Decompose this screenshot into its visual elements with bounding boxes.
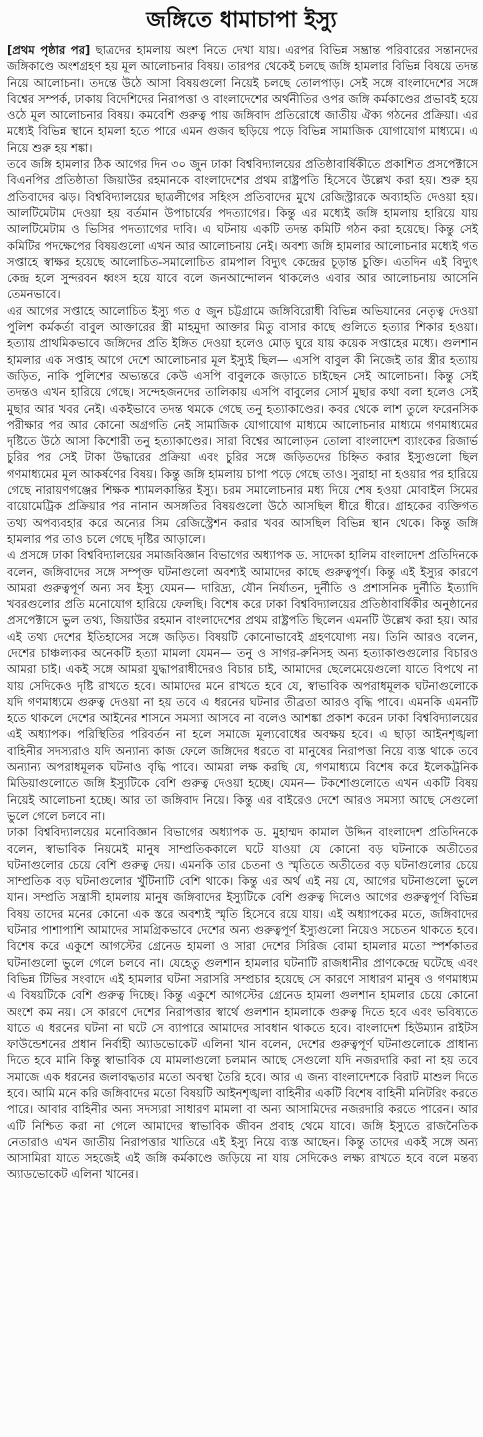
article-headline: জঙ্গিতে ধামাচাপা ইস্যু: [146, 8, 337, 33]
article-paragraph: এর আগের সপ্তাহে আলোচিত ইস্যু গত ৫ জুন চট্টগ্রামে জঙ্গিবিরোধী বিভিন্ন অভিযানের নেতৃত্ব দেওয়া পুলিশ কর্মকর্তা বাবুল আক্তারের স্ত্রী মাহমুদা আক্তার মিতু বাসার কাছে গুলিতে হত্যার শিকার হওয়া। হত্যায় প্রাথমিকভাবে জঙ্গিদের প্রতি ইঙ্গিত দেওয়া হলেও মোড় ঘুরে যায় কয়েক সপ্তাহের মধ্যে। গুলশান হামলার এক সপ্তাহ আগে দেশে আলোচনার মূল ইস্যুই ছিল— এসপি বাবুল কী নিজেই তার স্ত্রীর হত্যায় জড়িত, নাকি পুলিশের অভ্যন্তরে কেউ এসপি বাবুলকে জড়াতে চাইছেন সেই আলোচনা। কিন্তু সেই তদন্তও এখন হারিয়ে গেছে। সন্দেহজনদের তালিকায় এসপি বাবুলের সোর্স মুছার কথা বলা হলেও সেই মুছার আর খবর নেই। একইভাবে তদন্ত থমকে গেছে তনু হত্যাকাণ্ডের। কবর থেকে লাশ তুলে ফরেনসিক পরীক্ষার পর আর কোনো অগ্রগতি নেই সামাজিক যোগাযোগ মাধ্যমে আলোচনার মাধ্যমে গণমাধ্যমের দৃষ্টিতে উঠে আসা কিশোরী তনু হত্যাকাণ্ডের। সারা বিশ্বের আলোড়ন তোলা বাংলাদেশ ব্যাংকের রিজার্ভ চুরির পর সেই টাকা উদ্ধারের প্রক্রিয়া এবং চুরির সঙ্গে জড়িতদের চিহ্নিত করার ইস্যুগুলো ছিল গণমাধ্যমের মূল আকর্ষণের বিষয়। কিন্তু জঙ্গি হামলায় চাপা পড়ে গেছে তাও। সুরাহা না হওয়ার পর হারিয়ে গেছে নারায়ণগঞ্জের শিক্ষক শ্যামলকান্তির ইস্যু। চরম সমালোচনার মধ্য দিয়ে শেষ হওয়া মোবাইল সিমের বায়োমেট্রিক প্রক্রিয়ার পর নানান অসঙ্গতির বিষয়গুলো উঠে আসছিল ধীরে ধীরে। গ্রাহকের ব্যক্তিগত তথ্য অপব্যবহার করে অন্যের সিম রেজিস্ট্রেশন করার খবর আসছিল বিভিন্ন স্থান থেকে। কিন্তু জঙ্গি হামলার পর তাও চলে গেছে দৃষ্টির আড়ালে।: [7, 303, 478, 546]
article-paragraph: [7, 42, 478, 156]
article-body: [7, 42, 478, 1434]
article-paragraph: তবে জঙ্গি হামলার ঠিক আগের দিন ৩০ জুন ঢাকা বিশ্ববিদ্যালয়ের প্রতিষ্ঠাবার্ষিকীতে প্রকাশিত প্রসপেক্টাসে বিএনপির প্রতিষ্ঠাতা জিয়াউর রহমানকে বাংলাদেশের প্রথম রাষ্ট্রপতি হিসেবে উল্লেখ করা হয়। শুরু হয় প্রতিবাদের ঝড়। বিশ্ববিদ্যালয়ের ছাত্রলীগের সহিংস প্রতিবাদের মুখে রেজিস্ট্রারকে অব্যাহতি দেওয়া হয়। আলটিমেটাম দেওয়া হয় বর্তমান উপাচার্যের পদত্যাগের। কিন্তু এর মধ্যেই জঙ্গি হামলায় হারিয়ে যায় আলটিমেটাম ও ভিসির পদত্যাগের দাবি। এ ঘটনায় একটি তদন্ত কমিটি গঠন করা হয়েছে। কিন্তু সেই কমিটির পদক্ষেপের বিষয়গুলো এখন আর আলোচনায় নেই। অবশ্য জঙ্গি হামলার আলোচনার মধ্যেই গত সপ্তাহে স্বাক্ষর হয়েছে আলোচিত-সমালোচিত রামপাল বিদ্যুৎ কেন্দ্রের চূড়ান্ত চুক্তি। এতদিন এই বিদ্যুৎ কেন্দ্র হলে সুন্দরবন ধ্বংস হয়ে যাবে বলে জনআন্দোলন থাকলেও এবার আর আলোচনায় আসেনি তেমনভাবে।: [7, 157, 478, 302]
paragraph-text: ছাত্রদের হামলায় অংশ নিতে দেখা যায়। এরপর বিভিন্ন সম্ভ্রান্ত পরিবারের সন্তানদের জঙ্গিকাণ্ডে অংশগ্রহণ হয় মূল আলোচনার বিষয়। তারপর থেকেই চলছে জঙ্গি হামলার বিভিন্ন বিষয়ে তদন্ত নিয়ে আলোচনা। তদন্তে উঠে আসা বিষয়গুলো নিয়েই চলছে তোলপাড়। সেই সঙ্গে বাংলাদেশের সঙ্গে বিশ্বের সম্পর্ক, ঢাকায় বিদেশিদের নিরাপত্তা ও বাংলাদেশের অর্থনীতির ওপর জঙ্গি কর্মকাণ্ডের প্রভাবই হয়ে ওঠে মূল আলোচনার বিষয়। কমবেশি গুরুত্ব পায় জঙ্গিবাদ প্রতিরোধে জাতীয় ঐক্য গঠনের প্রক্রিয়া। এর মধ্যেই বিভিন্ন স্থানে হামলা হতে পারে এমন গুজব ছড়িয়ে পড়ে বিভিন্ন সামাজিক যোগাযোগ মাধ্যমে। এ নিয়ে শুরু হয় শঙ্কা।: [7, 43, 478, 155]
article-paragraph: ঢাকা বিশ্ববিদ্যালয়ের মনোবিজ্ঞান বিভাগের অধ্যাপক ড. মুহাম্মদ কামাল উদ্দিন বাংলাদেশ প্রতিদিনকে বলেন, স্বাভাবিক নিয়মেই মানুষ সাম্প্রতিককালে ঘটে যাওয়া যে কোনো বড় ঘটনাকে অতীতের ঘটনাগুলোর চেয়ে বেশি গুরুত্ব দেয়। এমনকি তার চেতনা ও স্মৃতিতে অতীতের বড় ঘটনাগুলোর চেয়ে সাম্প্রতিক বড় ঘটনাগুলোর খুঁটিনাটি বেশি থাকে। কিন্তু এর অর্থ এই নয় যে, আগের ঘটনাগুলো ভুলে যান। সম্প্রতি সন্ত্রাসী হামলায় মানুষ জঙ্গিবাদের ইস্যুটিকে বেশি গুরুত্ব দিলেও আগের গুরুত্বপূর্ণ বিভিন্ন বিষয় তাদের মনের কোনো এক স্তরে অবশ্যই স্মৃতি হিসেবে রয়ে যায়। এই অধ্যাপকের মতে, জঙ্গিবাদের ঘটনার পাশাপাশি আমাদের সামগ্রিকভাবে দেশের অন্য গুরুত্বপূর্ণ ইস্যুগুলো নিয়েও সচেতন থাকতে হবে। বিশেষ করে একুশে আগস্টের গ্রেনেড হামলা ও সারা দেশের সিরিজ বোমা হামলার মতো স্পর্শকাতর ঘটনাগুলো ভুলে গেলে চলবে না। যেহেতু গুলশান হামলার ঘটনাটি রাজধানীর প্রাণকেন্দ্রে ঘটেছে এবং বিভিন্ন টিভির সংবাদে এই হামলার ঘটনা সরাসরি সম্প্রচার হয়েছে সে কারণে সাধারণ মানুষ ও গণমাধ্যম এ বিষয়টিকে বেশি গুরুত্ব দিচ্ছে। কিন্তু একুশে আগস্টের গ্রেনেড হামলা গুলশান হামলার চেয়ে কোনো অংশে কম নয়। সে কারণে দেশের নিরাপত্তার স্বার্থে গুলশান হামলাকে গুরুত্ব দিতে হবে এবং ভবিষ্যতে যাতে এ ধরনের ঘটনা না ঘটে সে ব্যাপারে আমাদের সাবধান থাকতে হবে। বাংলাদেশ হিউম্যান রাইটস ফাউন্ডেশনের প্রধান নির্বাহী অ্যাডভোকেট এলিনা খান বলেন, দেশের গুরুত্বপূর্ণ ঘটনাগুলোকে প্রাধান্য দিতে হবে মানি কিন্তু স্বাভাবিক যে মামলাগুলো চলমান আছে সেগুলো যদি নজরদারি করা না হয় তবে সমাজে এক ধরনের জলাবদ্ধতার মতো অবস্থা তৈরি হবে। আর এ জন্য বাংলাদেশকে বিরাট মাশুল দিতে হবে। আমি মনে করি জঙ্গিবাদের মতো বিষয়টি আইনশৃঙ্খলা বাহিনীর একটি বিশেষ বাহিনী মনিটরিং করতে পারে। আবার বাহিনীর অন্য সদস্যরা সাধারণ মামলা বা অন্য আসামিদের নজরদারি করতে পারেন। আর এটি নিশ্চিত করা না গেলে আমাদের স্বাভাবিক জীবন প্রবাহ থেমে যাবে। জঙ্গি ইস্যুতে রাজনৈতিক নেতারাও এখন জাতীয় নিরাপত্তার খাতিরে এই ইস্যু নিয়ে ব্যস্ত আছেন। কিন্তু তাদের একই সঙ্গে অন্য আসামিরা যাতে সহজেই এই জঙ্গি কর্মকাণ্ডে জড়িয়ে না যায় সেদিকেও লক্ষ্য রাখতে হবে বলে মন্তব্য অ্যাডভোকেট এলিনা খানের।: [7, 825, 478, 1182]
article-paragraph: এ প্রসঙ্গে ঢাকা বিশ্ববিদ্যালয়ের সমাজবিজ্ঞান বিভাগের অধ্যাপক ড. সাদেকা হালিম বাংলাদেশ প্রতিদিনকে বলেন, জঙ্গিবাদের সঙ্গে সম্পৃক্ত ঘটনাগুলো অবশ্যই আমাদের কাছে গুরুত্বপূর্ণ। কিন্তু এই ইস্যুর কারণে আমরা গুরুত্বপূর্ণ অন্য সব ইস্যু যেমন— দারিদ্র্য, যৌন নির্যাতন, দুর্নীতি ও প্রশাসনিক দুর্নীতি ইত্যাদি খবরগুলোর প্রতি মনোযোগ হারিয়ে ফেলছি। বিশেষ করে ঢাকা বিশ্ববিদ্যালয়ের প্রতিষ্ঠাবার্ষিকীর অনুষ্ঠানের প্রসপেক্টাসে ভুল তথ্য, জিয়াউর রহমান বাংলাদেশের প্রথম রাষ্ট্রপতি ছিলেন এমনটি উল্লেখ করা হয়। আর এই তথ্য দেশের ইতিহাসের সঙ্গে জড়িত। বিষয়টি কোনোভাবেই গ্রহণযোগ্য নয়। তিনি আরও বলেন, দেশের চাঞ্চল্যকর অনেকটি হত্যা মামলা যেমন— তনু ও সাগর-রুনিসহ অন্য হত্যাকাণ্ডগুলোর বিচারও আমরা চাই। একই সঙ্গে আমরা যুদ্ধাপরাধীদেরও বিচার চাই, আমাদের ছেলেমেয়েগুলো যাতে বিপথে না যায় সেদিকেও দৃষ্টি রাখতে হবে। আমাদের মনে রাখতে হবে যে, স্বাভাবিক অপরাধমূলক ঘটনাগুলোকে যদি গণমাধ্যমে গুরুত্ব দেওয়া না হয় তবে এ ধরনের ঘটনার তীব্রতা আরও বৃদ্ধি পাবে। এমনকি এমনটি হতে থাকলে দেশের আইনের শাসনে সমস্যা আসবে না বলেও আশঙ্কা প্রকাশ করেন ঢাকা বিশ্ববিদ্যালয়ের এই অধ্যাপক। পরিস্থিতির পরিবর্তন না হলে সমাজে মূল্যবোধের অবক্ষয় হবে। এ ছাড়া আইনশৃঙ্খলা বাহিনীর সদস্যরাও যদি অন্যান্য কাজ ফেলে জঙ্গিদের ধরতে বা মানুষের নিরাপত্তা নিয়ে ব্যস্ত থাকে তবে অন্যান্য অপরাধমূলক ঘটনাও বৃদ্ধি পাবে। আমরা লক্ষ করছি যে, গণমাধ্যমে বিশেষ করে ইলেকট্রনিক মিডিয়াগুলোতে জঙ্গি ইস্যুটিকে বেশি গুরুত্ব দেওয়া হচ্ছে। যেমন— টকশোগুলোতে এখন একটি বিষয় নিয়েই আলোচনা হচ্ছে। আর তা জঙ্গিবাদ নিয়ে। কিন্তু এর বাইরেও দেশে আরও সমস্যা আছে সেগুলো ভুলে গেলে চলবে না।: [7, 548, 478, 823]
continued-from-label: [প্রথম পৃষ্ঠার পর]: [7, 43, 91, 57]
